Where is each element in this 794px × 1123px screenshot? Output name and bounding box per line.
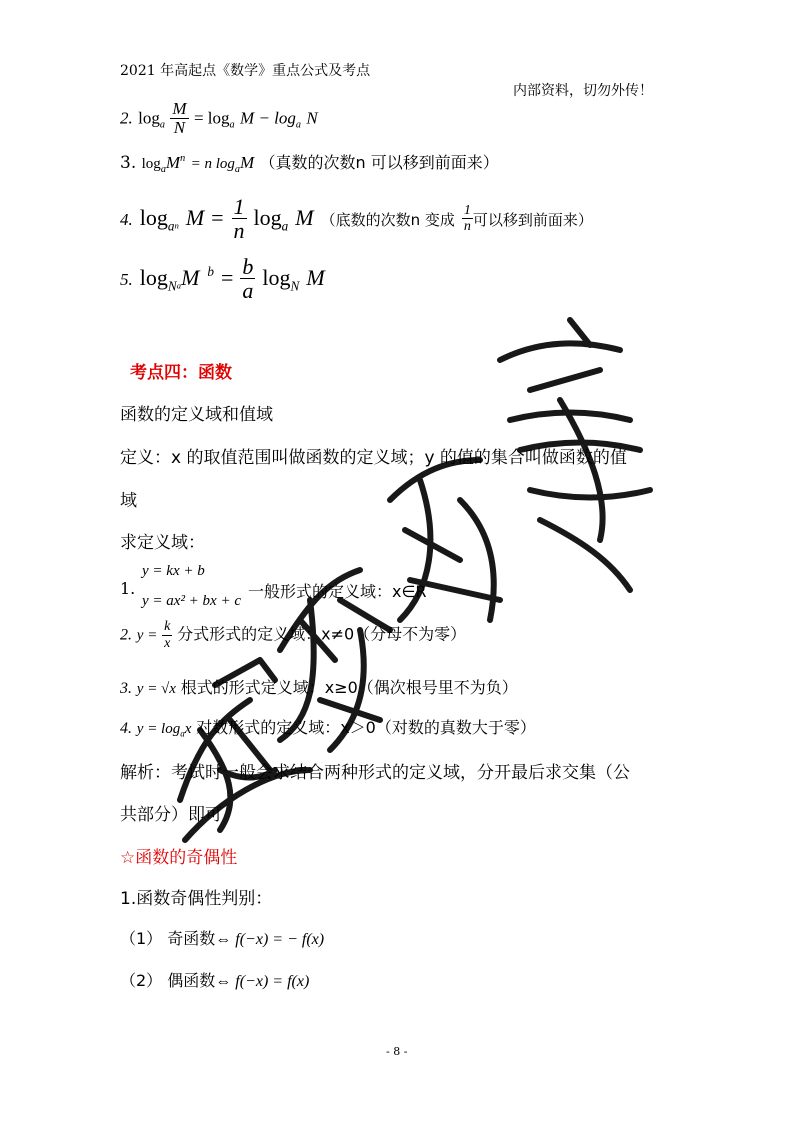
definition-line-1: 定义：x 的取值范围叫做函数的定义域；y 的值的集合叫做函数的值 <box>120 448 627 468</box>
log-rule-2: 2. $\log_a$ $\frac{M}{N}$ = $\log_a M - \log_a N$ <box>120 99 318 137</box>
header-note: 内部资料，切勿外传！ <box>513 83 653 99</box>
header-title: 2021 年高起点《数学》重点公式及考点 <box>120 63 371 79</box>
section-title: 考点四：函数 <box>130 363 232 383</box>
find-domain-heading: 求定义域： <box>120 533 205 553</box>
even-function-line: （2） 偶函数⇔ f(−x) = f(x) <box>120 971 310 990</box>
odd-function-line: （1） 奇函数⇔ f(−x) = − f(x) <box>120 929 325 948</box>
definition-line-2: 域 <box>120 491 137 511</box>
analysis-line-1: 解析：考试时一般会求结合两种形式的定义域，分开最后求交集（公 <box>120 763 630 783</box>
domain-item-2: 2. y = $\frac{k}{x}$ 分式形式的定义域：x≠0（分母不为零） <box>120 619 467 651</box>
domain-item-4: 4. $y = \log_ax$ 对数形式的定义域：x＞0（对数的真数大于零） <box>120 718 536 739</box>
domain-item-3: 3. y = √x 根式的形式定义域：x≥0（偶次根号里不为负） <box>120 678 518 697</box>
parity-judge: 1.函数奇偶性判别： <box>120 889 273 909</box>
parity-title: ☆函数的奇偶性 <box>120 848 238 868</box>
domain-range-heading: 函数的定义域和值域 <box>120 405 273 425</box>
log-rule-4: 4. $\log_{an} M$ = $\frac{1}{n}$ $\log_a M$ （底数的次数n 变成 $\frac{1}{n}$ 可以移到前面来） <box>120 194 593 244</box>
analysis-line-2: 共部分）即可 <box>120 805 222 825</box>
page-number: - 8 - <box>386 1045 408 1058</box>
log-rule-5: 5. $\log_{Na}M$ $^b$ = $\frac{b}{a}$ $\log_N M$ <box>120 254 325 304</box>
log-rule-3: 3. $\log_aM^n = n$ $\log_aM$ （真数的次数n 可以移到前面来） <box>120 152 499 176</box>
